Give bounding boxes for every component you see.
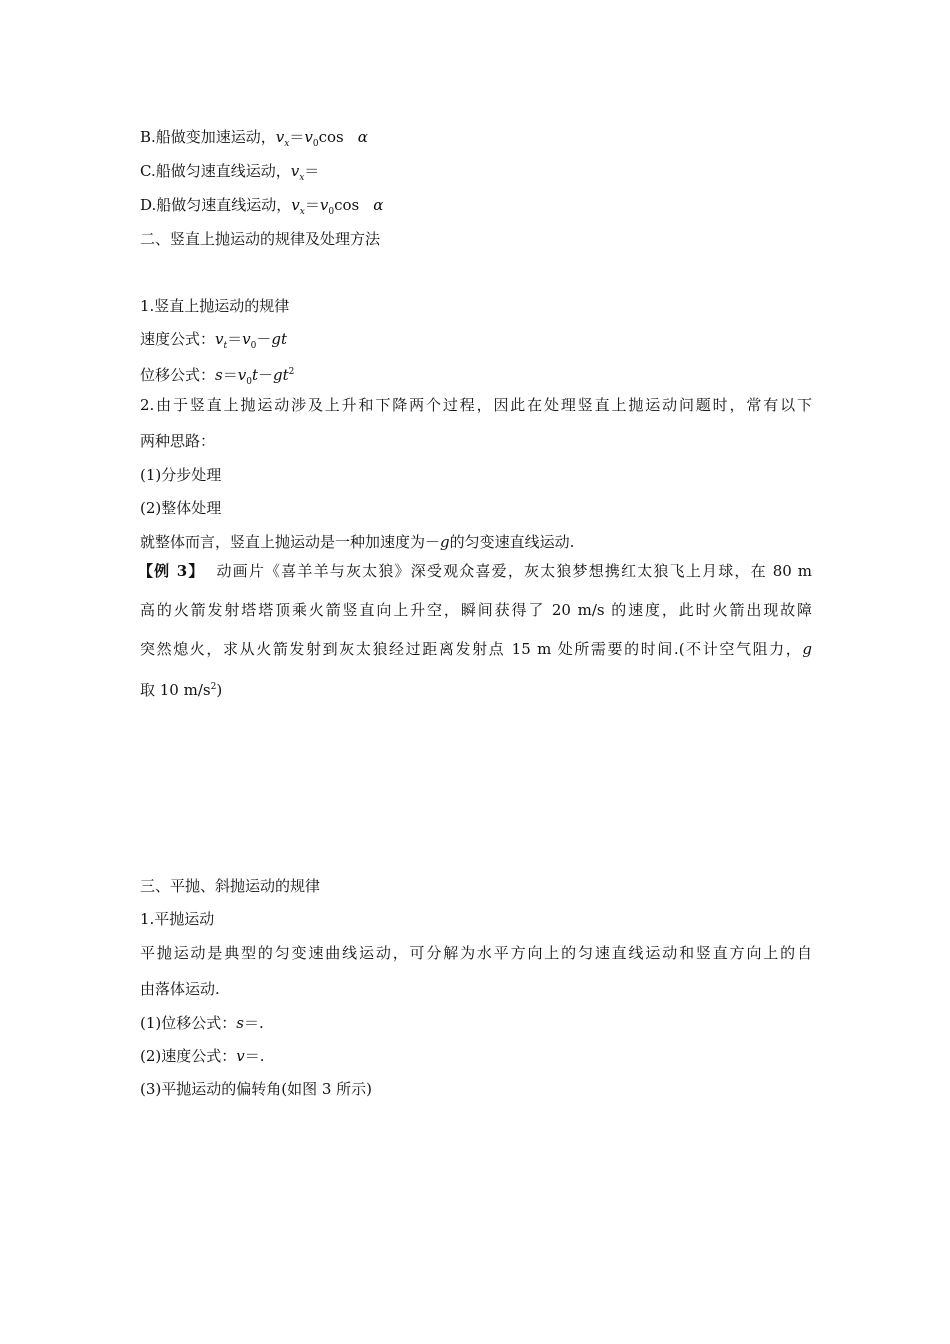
section2-item2-line1: 2.由于竖直上抛运动涉及上升和下降两个过程，因此在处理竖直上抛运动问题时，常有以下 bbox=[140, 396, 812, 414]
displacement-formula-2: (1)位移公式：s＝. bbox=[140, 1014, 264, 1032]
option-b-text: B.船做变加速运动， bbox=[140, 128, 276, 146]
option-c: C.船做匀速直线运动，$v_x=$ bbox=[140, 162, 320, 183]
option-d: D.船做匀速直线运动，$v_x=v_0\cos$ α bbox=[140, 196, 384, 217]
option-c-text: C.船做匀速直线运动， bbox=[140, 162, 291, 180]
example3-line2: 高的火箭发射塔塔顶乘火箭竖直向上升空，瞬间获得了 20 m/s 的速度，此时火箭出现故障 bbox=[140, 601, 812, 619]
displacement-formula: 位移公式：$s=v_0t-gt^2$ bbox=[140, 366, 295, 387]
method-1: (1)分步处理 bbox=[140, 466, 222, 484]
section3-item1: 1.平抛运动 bbox=[140, 910, 215, 928]
example3-line4: 取 10 $m/s^2$) bbox=[140, 681, 223, 699]
example3-line1: 【例 3】 动画片《喜羊羊与灰太狼》深受观众喜爱，灰太狼梦想携红太狼飞上月球，在 80 m bbox=[138, 562, 812, 580]
section3-title: 三、平抛、斜抛运动的规律 bbox=[140, 877, 321, 895]
section3-desc-line2: 由落体运动. bbox=[140, 980, 220, 998]
option-b: B.船做变加速运动，$v_x=v_0\cos$ α bbox=[140, 128, 368, 149]
section2-summary: 就整体而言，竖直上抛运动是一种加速度为－g的匀变速直线运动. bbox=[140, 533, 575, 551]
section2-item1: 1.竖直上抛运动的规律 bbox=[140, 297, 290, 315]
velocity-formula-2: (2)速度公式：v＝. bbox=[140, 1047, 265, 1065]
method-2: (2)整体处理 bbox=[140, 499, 222, 517]
section2-title: 二、竖直上抛运动的规律及处理方法 bbox=[140, 230, 381, 248]
example3-line3: 突然熄火，求从火箭发射到灰太狼经过距离发射点 15 m 处所需要的时间.(不计空气阻力，g bbox=[140, 640, 812, 658]
section3-desc-line1: 平抛运动是典型的匀变速曲线运动，可分解为水平方向上的匀速直线运动和竖直方向上的自 bbox=[140, 944, 812, 962]
option-d-text: D.船做匀速直线运动， bbox=[140, 196, 292, 214]
deflection-angle: (3)平抛运动的偏转角(如图 3 所示) bbox=[140, 1080, 373, 1098]
section2-item2-line2: 两种思路： bbox=[140, 432, 216, 450]
speed-formula: 速度公式：$v_t=v_0-gt$ bbox=[140, 330, 288, 351]
example-tag: 【例 3】 bbox=[138, 562, 205, 580]
